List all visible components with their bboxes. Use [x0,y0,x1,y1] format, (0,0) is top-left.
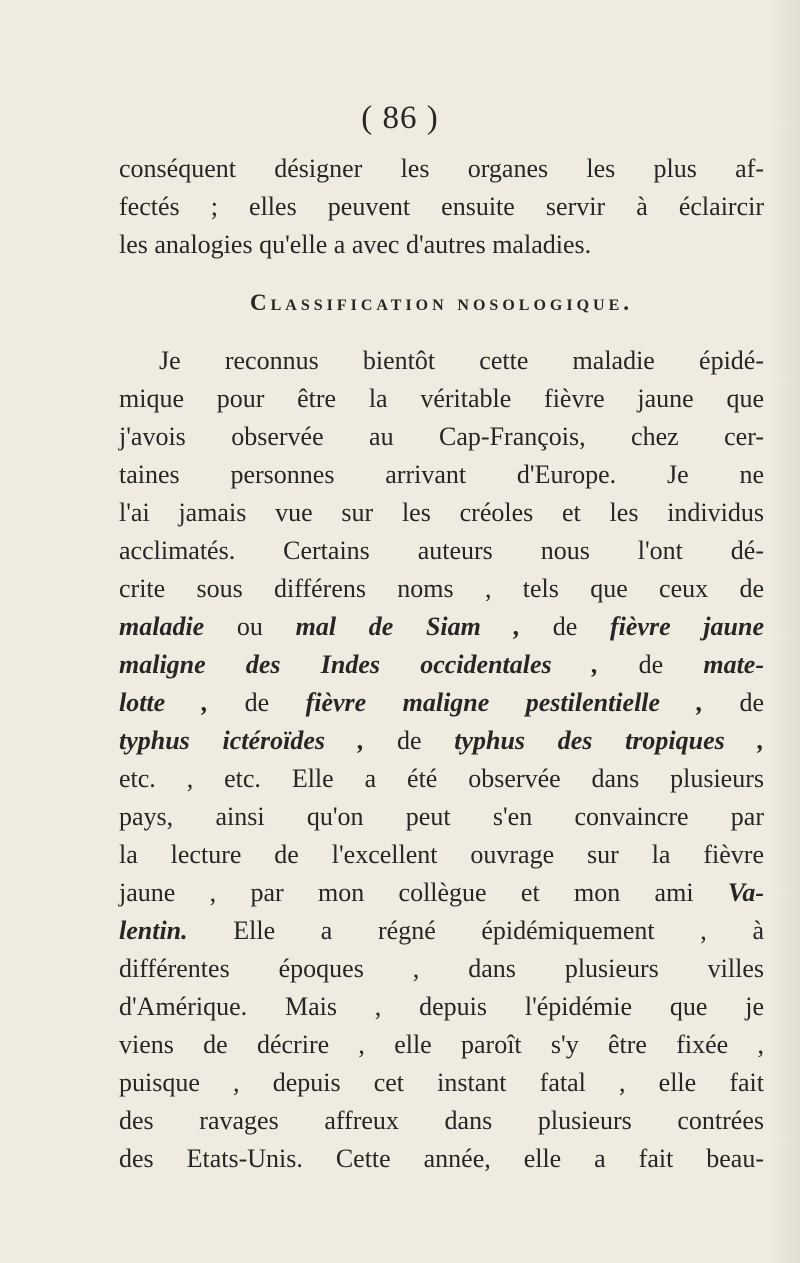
text-line: crite sous différens noms , tels que ceux de [119,574,764,603]
text-line: pays, ainsi qu'on peut s'en convaincre par [119,802,764,831]
italic-term: lentin. [119,916,188,945]
text-line: des Etats-Unis. Cette année, elle a fait beau- [119,1144,764,1173]
text-span: de [703,688,764,717]
italic-term: fièvre jaune [610,612,764,641]
text-span: ou [204,612,296,641]
text-line: fectés ; elles peuvent ensuite servir à éclaircir [119,192,764,221]
text-span: de [598,650,704,679]
text-line: différentes époques , dans plusieurs villes [119,954,764,983]
text-span: de [364,726,455,755]
text-line: l'ai jamais vue sur les créoles et les individus [119,498,764,527]
italic-term: mal de Siam , [295,612,521,641]
text-line: j'avois observée au Cap-François, chez cer- [119,422,764,451]
italic-term: Va- [727,878,764,907]
text-line: etc. , etc. Elle a été observée dans plusieurs [119,764,764,793]
text-line: des ravages affreux dans plusieurs contrées [119,1106,764,1135]
text-line: taines personnes arrivant d'Europe. Je ne [119,460,764,489]
text-line [119,608,764,646]
text-line: viens de décrire , elle paroît s'y être fixée , [119,1030,764,1059]
italic-term: lotte , [119,688,209,717]
text-span: de [520,612,610,641]
text-line: puisque , depuis cet instant fatal , elle fait [119,1068,764,1097]
text-line: Je reconnus bientôt cette maladie épidé- [159,346,764,375]
text-line: acclimatés. Certains auteurs nous l'ont dé- [119,536,764,565]
italic-term: typhus ictéroïdes , [119,726,365,755]
italic-term: fièvre maligne pestilentielle , [305,688,703,717]
text-span: jaune , par mon collègue et mon ami [119,878,728,907]
text-line: mique pour être la véritable fièvre jaune que [119,384,764,413]
italic-term: maladie [119,612,205,641]
text-line: la lecture de l'excellent ouvrage sur la fièvre [119,840,764,869]
text-line: d'Amérique. Mais , depuis l'épidémie que je [119,992,764,1021]
page-edge-shadow [770,0,800,1263]
text-line [119,912,764,950]
text-line [119,874,764,912]
text-line [119,684,764,722]
body-text [119,150,764,1178]
text-line [119,722,764,760]
text-span: de [208,688,306,717]
italic-term: typhus des tropiques , [454,726,764,755]
italic-term: mate- [703,650,764,679]
text-line: conséquent désigner les organes les plus af- [119,154,764,183]
text-line: les analogies qu'elle a avec d'autres maladies. [119,230,592,259]
section-title: Classification nosologique. [250,290,633,315]
text-line [119,646,764,684]
text-span: Elle a régné épidémiquement , à [187,916,764,945]
italic-term: maligne des Indes occidentales , [119,650,599,679]
page-number: ( 86 ) [361,100,439,136]
